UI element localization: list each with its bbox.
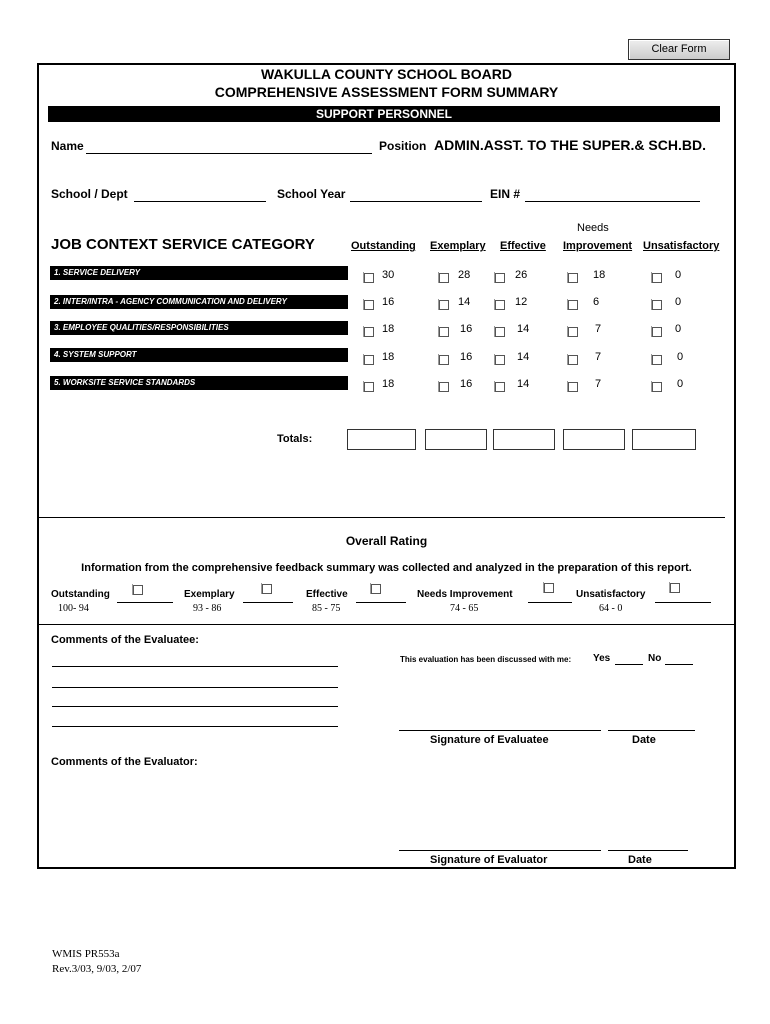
row2-improvement-checkbox[interactable] (568, 300, 578, 310)
row3-unsatisfactory-checkbox[interactable] (652, 327, 662, 337)
row5-effective-checkbox[interactable] (495, 382, 505, 392)
evaluatee-date-label: Date (632, 734, 656, 746)
row4-improvement-points: 7 (595, 351, 602, 363)
row2-improvement-points: 6 (593, 296, 600, 308)
evaluatee-signature-label: Signature of Evaluatee (430, 734, 549, 746)
evaluator-signature-label: Signature of Evaluator (430, 854, 548, 866)
row3-outstanding-points: 18 (382, 323, 395, 335)
evaluatee-comment-line-1[interactable] (52, 654, 338, 667)
evaluatee-signature-line[interactable] (399, 718, 601, 731)
rating-effective-label: Effective (306, 589, 348, 600)
category-row-5-label: 5. WORKSITE SERVICE STANDARDS (50, 376, 348, 390)
position-label: Position (379, 139, 427, 153)
revision-text: Rev.3/03, 9/03, 2/07 (52, 963, 142, 975)
totals-label: Totals: (277, 433, 313, 445)
evaluatee-comment-line-2[interactable] (52, 675, 338, 688)
form-title-line2: COMPREHENSIVE ASSESSMENT FORM SUMMARY (214, 84, 559, 100)
row1-exemplary-points: 28 (458, 269, 471, 281)
row5-effective-points: 14 (517, 378, 530, 390)
row1-exemplary-checkbox[interactable] (439, 273, 449, 283)
row1-unsatisfactory-checkbox[interactable] (652, 273, 662, 283)
needs-label: Needs (577, 222, 609, 234)
row5-outstanding-points: 18 (382, 378, 395, 390)
total-unsatisfactory-field[interactable] (632, 429, 696, 450)
section-divider-2 (37, 624, 736, 625)
row3-effective-points: 14 (517, 323, 530, 335)
school-year-field[interactable] (350, 187, 482, 202)
rating-outstanding-label: Outstanding (51, 589, 110, 600)
section-divider-1 (37, 517, 725, 518)
row5-outstanding-checkbox[interactable] (364, 382, 374, 392)
rating-exemplary-label: Exemplary (184, 589, 235, 600)
category-row-2-label: 2. INTER/INTRA - AGENCY COMMUNICATION AND DELIVERY (50, 295, 348, 309)
discussed-label: This evaluation has been discussed with me: (400, 655, 572, 664)
row2-effective-points: 12 (515, 296, 528, 308)
school-dept-field[interactable] (134, 187, 266, 202)
rating-outstanding-line (117, 589, 173, 603)
row4-unsatisfactory-points: 0 (677, 351, 684, 363)
evaluator-signature-line[interactable] (399, 838, 601, 851)
row4-outstanding-points: 18 (382, 351, 395, 363)
row1-effective-checkbox[interactable] (495, 273, 505, 283)
evaluator-comments-label: Comments of the Evaluator: (51, 756, 198, 768)
total-outstanding-field[interactable] (347, 429, 416, 450)
row5-exemplary-points: 16 (460, 378, 473, 390)
rating-effective-line (356, 589, 406, 603)
ein-field[interactable] (525, 187, 700, 202)
name-field[interactable] (86, 139, 372, 154)
row5-unsatisfactory-points: 0 (677, 378, 684, 390)
row3-improvement-checkbox[interactable] (568, 327, 578, 337)
ein-label: EIN # (490, 187, 521, 201)
rating-outstanding-checkbox[interactable] (133, 585, 143, 595)
row4-improvement-checkbox[interactable] (568, 355, 578, 365)
col-improvement: Improvement (563, 240, 633, 252)
rating-needs-improvement-range: 74 - 65 (450, 603, 479, 614)
col-outstanding: Outstanding (351, 240, 416, 252)
row4-effective-checkbox[interactable] (495, 355, 505, 365)
row1-outstanding-points: 30 (382, 269, 395, 281)
school-year-label: School Year (277, 187, 346, 201)
row1-effective-points: 26 (515, 269, 528, 281)
row5-improvement-points: 7 (595, 378, 602, 390)
row2-unsatisfactory-points: 0 (675, 296, 682, 308)
rating-effective-checkbox[interactable] (371, 584, 381, 594)
category-row-3-label: 3. EMPLOYEE QUALITIES/RESPONSIBILITIES (50, 321, 348, 335)
col-exemplary: Exemplary (430, 240, 486, 252)
evaluatee-date-line[interactable] (608, 718, 695, 731)
row4-exemplary-points: 16 (460, 351, 473, 363)
row3-effective-checkbox[interactable] (495, 327, 505, 337)
no-field[interactable] (665, 652, 693, 665)
rating-exemplary-checkbox[interactable] (262, 584, 272, 594)
yes-field[interactable] (615, 652, 643, 665)
rating-outstanding-range: 100- 94 (58, 603, 89, 614)
category-row-4-label: 4. SYSTEM SUPPORT (50, 348, 348, 362)
row3-improvement-points: 7 (595, 323, 602, 335)
support-personnel-banner: SUPPORT PERSONNEL (48, 106, 720, 122)
rating-exemplary-range: 93 - 86 (193, 603, 222, 614)
evaluator-date-line[interactable] (608, 838, 688, 851)
name-label: Name (51, 139, 84, 153)
no-label: No (648, 653, 662, 664)
row2-outstanding-points: 16 (382, 296, 395, 308)
total-improvement-field[interactable] (563, 429, 625, 450)
evaluator-date-label: Date (628, 854, 652, 866)
total-effective-field[interactable] (493, 429, 555, 450)
category-row-1-label: 1. SERVICE DELIVERY (50, 266, 348, 280)
row4-exemplary-checkbox[interactable] (439, 355, 449, 365)
evaluatee-comment-line-3[interactable] (52, 694, 338, 707)
row5-exemplary-checkbox[interactable] (439, 382, 449, 392)
row2-outstanding-checkbox[interactable] (364, 300, 374, 310)
row1-improvement-points: 18 (593, 269, 606, 281)
position-value: ADMIN.ASST. TO THE SUPER.& SCH.BD. (434, 137, 706, 153)
row3-outstanding-checkbox[interactable] (364, 327, 374, 337)
clear-form-button[interactable]: Clear Form (628, 39, 730, 60)
school-dept-label: School / Dept (51, 187, 128, 201)
rating-effective-range: 85 - 75 (312, 603, 341, 614)
form-frame (37, 63, 736, 869)
rating-unsatisfactory-range: 64 - 0 (599, 603, 623, 614)
col-unsatisfactory: Unsatisfactory (643, 240, 720, 252)
evaluatee-comment-line-4[interactable] (52, 714, 338, 727)
row3-exemplary-points: 16 (460, 323, 473, 335)
rating-needs-improvement-checkbox[interactable] (544, 583, 554, 593)
row4-unsatisfactory-checkbox[interactable] (652, 355, 662, 365)
row4-outstanding-checkbox[interactable] (364, 355, 374, 365)
col-effective: Effective (500, 240, 546, 252)
row1-outstanding-checkbox[interactable] (364, 273, 374, 283)
form-code: WMIS PR553a (52, 948, 120, 960)
row1-unsatisfactory-points: 0 (675, 269, 682, 281)
row4-effective-points: 14 (517, 351, 530, 363)
row5-improvement-checkbox[interactable] (568, 382, 578, 392)
row1-improvement-checkbox[interactable] (568, 273, 578, 283)
rating-unsatisfactory-line (655, 589, 711, 603)
row2-exemplary-points: 14 (458, 296, 471, 308)
rating-needs-improvement-label: Needs Improvement (417, 589, 513, 600)
rating-unsatisfactory-checkbox[interactable] (670, 583, 680, 593)
row2-effective-checkbox[interactable] (495, 300, 505, 310)
total-exemplary-field[interactable] (425, 429, 487, 450)
rating-unsatisfactory-label: Unsatisfactory (576, 589, 646, 600)
overall-info-text: Information from the comprehensive feedback summary was collected and analyzed in the preparation of this report. (81, 562, 692, 574)
row3-unsatisfactory-points: 0 (675, 323, 682, 335)
overall-rating-title: Overall Rating (345, 534, 428, 548)
row2-unsatisfactory-checkbox[interactable] (652, 300, 662, 310)
yes-label: Yes (593, 653, 611, 664)
form-title-line1: WAKULLA COUNTY SCHOOL BOARD (261, 66, 512, 82)
row3-exemplary-checkbox[interactable] (439, 327, 449, 337)
category-title: JOB CONTEXT SERVICE CATEGORY (51, 236, 315, 253)
row2-exemplary-checkbox[interactable] (439, 300, 449, 310)
row5-unsatisfactory-checkbox[interactable] (652, 382, 662, 392)
evaluatee-comments-label: Comments of the Evaluatee: (51, 634, 199, 646)
